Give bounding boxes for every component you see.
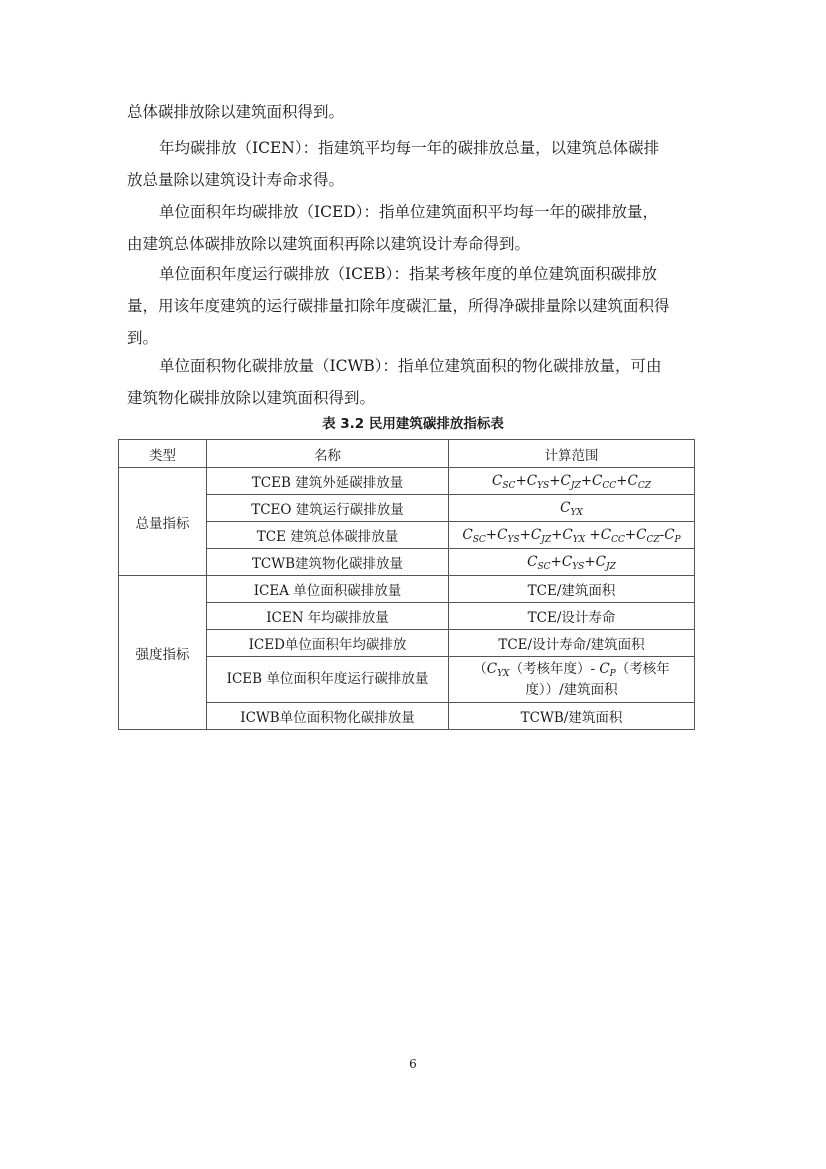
text-line: 建筑物化碳排放除以建筑面积得到。: [127, 389, 376, 407]
text-line: 由建筑总体碳排放除以建筑面积再除以建筑设计寿命得到。: [127, 235, 531, 253]
text-line: 单位面积年均碳排放（ICED）：指单位建筑面积平均每一年的碳排放量，: [159, 203, 658, 221]
calc-range: TCE/设计寿命: [449, 603, 695, 630]
calc-range-formula: （$C_{YX}$（考核年度）- $C_P$（考核年 度））/建筑面积: [449, 657, 695, 703]
paragraph-iced-definition: [127, 196, 699, 260]
calc-range-formula: $C_{SC}+C_{YS}+C_{JZ}$: [449, 549, 695, 576]
table-row: [119, 468, 695, 495]
paragraph-icwb-definition: [127, 350, 699, 414]
table-caption: 表 3.2 民用建筑碳排放指标表: [322, 416, 504, 432]
index-name: ICEA 单位面积碳排放量: [207, 576, 449, 603]
index-name: TCEO 建筑运行碳排放量: [207, 495, 449, 522]
text-line: 量，用该年度建筑的运行碳排量扣除年度碳汇量，所得净碳排量除以建筑面积得: [127, 297, 670, 315]
text-line: 放总量除以建筑设计寿命求得。: [127, 171, 345, 189]
text-line: 单位面积年度运行碳排放（ICEB）：指某考核年度的单位建筑面积碳排放: [159, 265, 657, 283]
index-name: ICWB单位面积物化碳排放量: [207, 703, 449, 730]
calc-range-formula: $C_{YX}$: [449, 495, 695, 522]
text-line: 单位面积物化碳排放量（ICWB）：指单位建筑面积的物化碳排放量，可由: [159, 357, 662, 375]
group-type-intensity: 强度指标: [119, 576, 207, 730]
table-header-row: [119, 440, 695, 468]
column-header-type: 类型: [119, 440, 207, 468]
calc-range-formula: $C_{SC}+C_{YS}+C_{JZ}+C_{YX} +C_{CC}+C_{CZ}-C_P$: [449, 522, 695, 549]
calc-range: TCE/设计寿命/建筑面积: [449, 630, 695, 657]
text-line: 到。: [127, 329, 159, 347]
group-type-total: 总量指标: [119, 468, 207, 576]
text-line: 总体碳排放除以建筑面积得到。: [127, 103, 345, 121]
calc-range: TCWB/建筑面积: [449, 703, 695, 730]
column-header-name: 名称: [207, 440, 449, 468]
text-line: 年均碳排放（ICEN）：指建筑平均每一年的碳排放总量，以建筑总体碳排: [159, 139, 660, 157]
page-number: 6: [409, 1057, 417, 1071]
paragraph-icen-definition: [127, 132, 699, 196]
column-header-range: 计算范围: [449, 440, 695, 468]
index-name: ICEN 年均碳排放量: [207, 603, 449, 630]
calc-range: TCE/建筑面积: [449, 576, 695, 603]
paragraph-iceb-definition: [127, 258, 699, 354]
index-name: TCEB 建筑外延碳排放量: [207, 468, 449, 495]
index-name: TCE 建筑总体碳排放量: [207, 522, 449, 549]
table-row: [119, 576, 695, 603]
carbon-index-table: [118, 439, 695, 730]
calc-range-formula: $C_{SC}+C_{YS}+C_{JZ}+C_{CC}+C_{CZ}$: [449, 468, 695, 495]
index-name: ICEB 单位面积年度运行碳排放量: [207, 657, 449, 703]
index-name: ICED单位面积年均碳排放: [207, 630, 449, 657]
paragraph-total-carbon-tail: [127, 96, 699, 128]
index-name: TCWB建筑物化碳排放量: [207, 549, 449, 576]
